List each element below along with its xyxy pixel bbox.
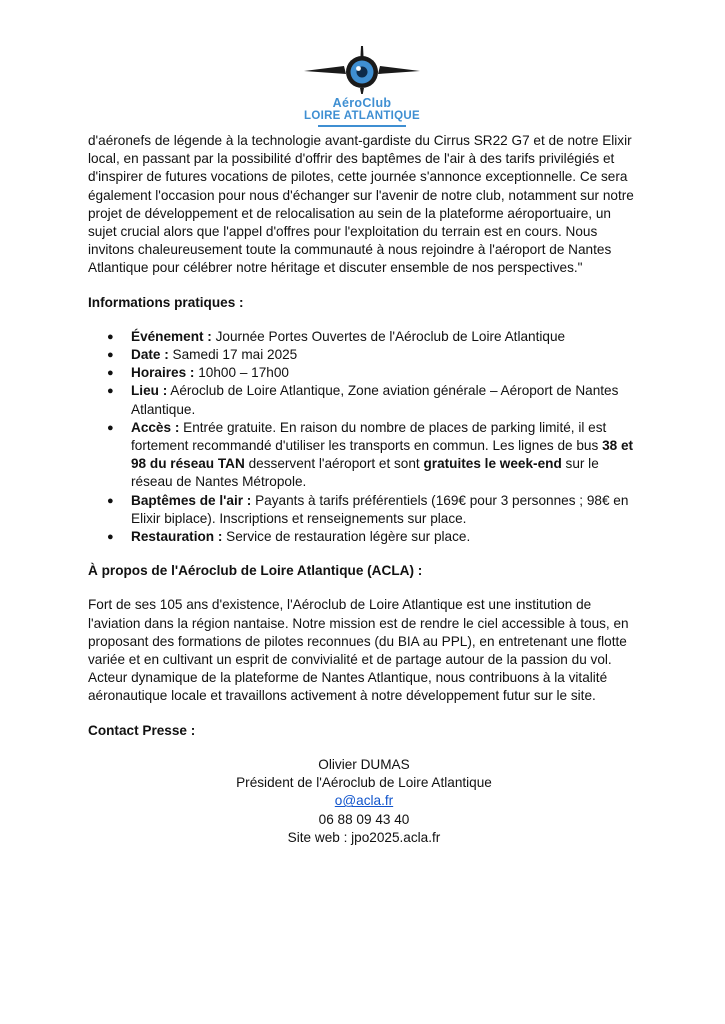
bullet-icon: ● <box>107 385 114 398</box>
bullet-icon: ● <box>107 494 114 507</box>
item-text: Service de restauration légère sur place. <box>222 529 471 545</box>
contact-role: Président de l'Aéroclub de Loire Atlantique <box>236 775 492 791</box>
item-label: Accès : <box>131 419 180 435</box>
item-label: Événement : <box>131 328 212 344</box>
bullet-icon: ● <box>107 330 114 343</box>
contact-heading: Contact Presse : <box>88 722 196 738</box>
about-heading: À propos de l'Aéroclub de Loire Atlantique (ACLA) : <box>88 563 423 579</box>
contact-block <box>88 756 640 847</box>
item-label: Horaires : <box>131 365 195 381</box>
logo-text-loire-atlantique: LOIRE ATLANTIQUE <box>304 110 420 122</box>
contact-phone: 06 88 09 43 40 <box>318 811 410 827</box>
list-item-evenement <box>88 328 640 346</box>
item-text: Aéroclub de Loire Atlantique, Zone aviation générale – Aéroport de Nantes Atlantique. <box>131 383 619 417</box>
list-item-baptemes <box>88 492 640 528</box>
document-body <box>88 132 640 847</box>
logo-underline <box>318 125 406 127</box>
contact-website: Site web : jpo2025.acla.fr <box>287 829 441 845</box>
bus-lines-highlight: 38 et 98 du réseau TAN <box>131 438 634 472</box>
free-weekend-highlight: gratuites le week-end <box>423 456 562 472</box>
airplane-eye-icon <box>300 44 424 96</box>
contact-name: Olivier DUMAS <box>318 756 410 772</box>
list-item-date <box>88 346 640 364</box>
logo-text-aeroclub: AéroClub <box>332 96 392 110</box>
item-text: Samedi 17 mai 2025 <box>168 347 298 363</box>
bullet-icon: ● <box>107 531 114 544</box>
infos-list <box>88 328 640 546</box>
list-item-horaires <box>88 364 640 382</box>
aeroclub-logo <box>300 44 424 128</box>
bullet-icon: ● <box>107 421 114 434</box>
about-paragraph: Fort de ses 105 ans d'existence, l'Aéroclub de Loire Atlantique est une institution de l'aviation dans la région nantaise. Notre mission est de rendre le ciel accessible à tous, en proposant des formations de pilotes reconnues (du BIA au PPL), en entretenant une flotte variée et en cultivant un esprit de convivialité et de partage autour de la passion du vol. Acteur dynamique de la plateforme de Nantes Atlantique, nous contribuons à la vitalité aéronautique locale et travaillons activement à notre développement futur sur le site. <box>88 597 629 704</box>
item-text: desservent l'aéroport et sont <box>244 456 424 472</box>
item-text: Entrée gratuite. En raison du nombre de places de parking limité, il est fortement recommandé d'utiliser les transports en commun. Les lignes de bus <box>131 419 607 454</box>
bullet-icon: ● <box>107 349 114 362</box>
item-label: Baptêmes de l'air : <box>131 492 252 508</box>
item-label: Lieu : <box>131 383 168 399</box>
contact-email-link[interactable]: o@acla.fr <box>334 793 394 809</box>
infos-heading: Informations pratiques : <box>88 294 244 310</box>
item-text: Payants à tarifs préférentiels (169€ pour 3 personnes ; 98€ en Elixir biplace). Inscriptions et renseignements sur place. <box>131 492 629 526</box>
item-text: Journée Portes Ouvertes de l'Aéroclub de Loire Atlantique <box>211 328 566 344</box>
list-item-acces <box>88 419 640 492</box>
item-text: 10h00 – 17h00 <box>194 365 289 381</box>
item-label: Restauration : <box>131 529 223 545</box>
bullet-icon: ● <box>107 367 114 380</box>
item-text: sur le réseau de Nantes Métropole. <box>131 456 599 490</box>
intro-paragraph: d'aéronefs de légende à la technologie avant-gardiste du Cirrus SR22 G7 et de notre Elixir local, en passant par la possibilité d'offrir des baptêmes de l'air à des tarifs privilégiés et d'inspirer de futures vocations de pilotes, cette journée s'annonce exceptionnelle. Ce sera également l'occasion pour nous d'échanger sur l'avenir de notre club, notamment sur notre projet de développement et de relocalisation au sein de la plateforme aéroportuaire, un sujet crucial alors que l'appel d'offres pour l'exploitation du terrain est en cours. Nous invitons chaleureusement toute la communauté à nous rejoindre à l'aéroport de Nantes Atlantique pour célébrer notre héritage et discuter ensemble de nos perspectives." <box>88 133 634 276</box>
list-item-lieu <box>88 382 640 418</box>
list-item-restauration <box>88 528 640 546</box>
item-label: Date : <box>131 347 169 363</box>
